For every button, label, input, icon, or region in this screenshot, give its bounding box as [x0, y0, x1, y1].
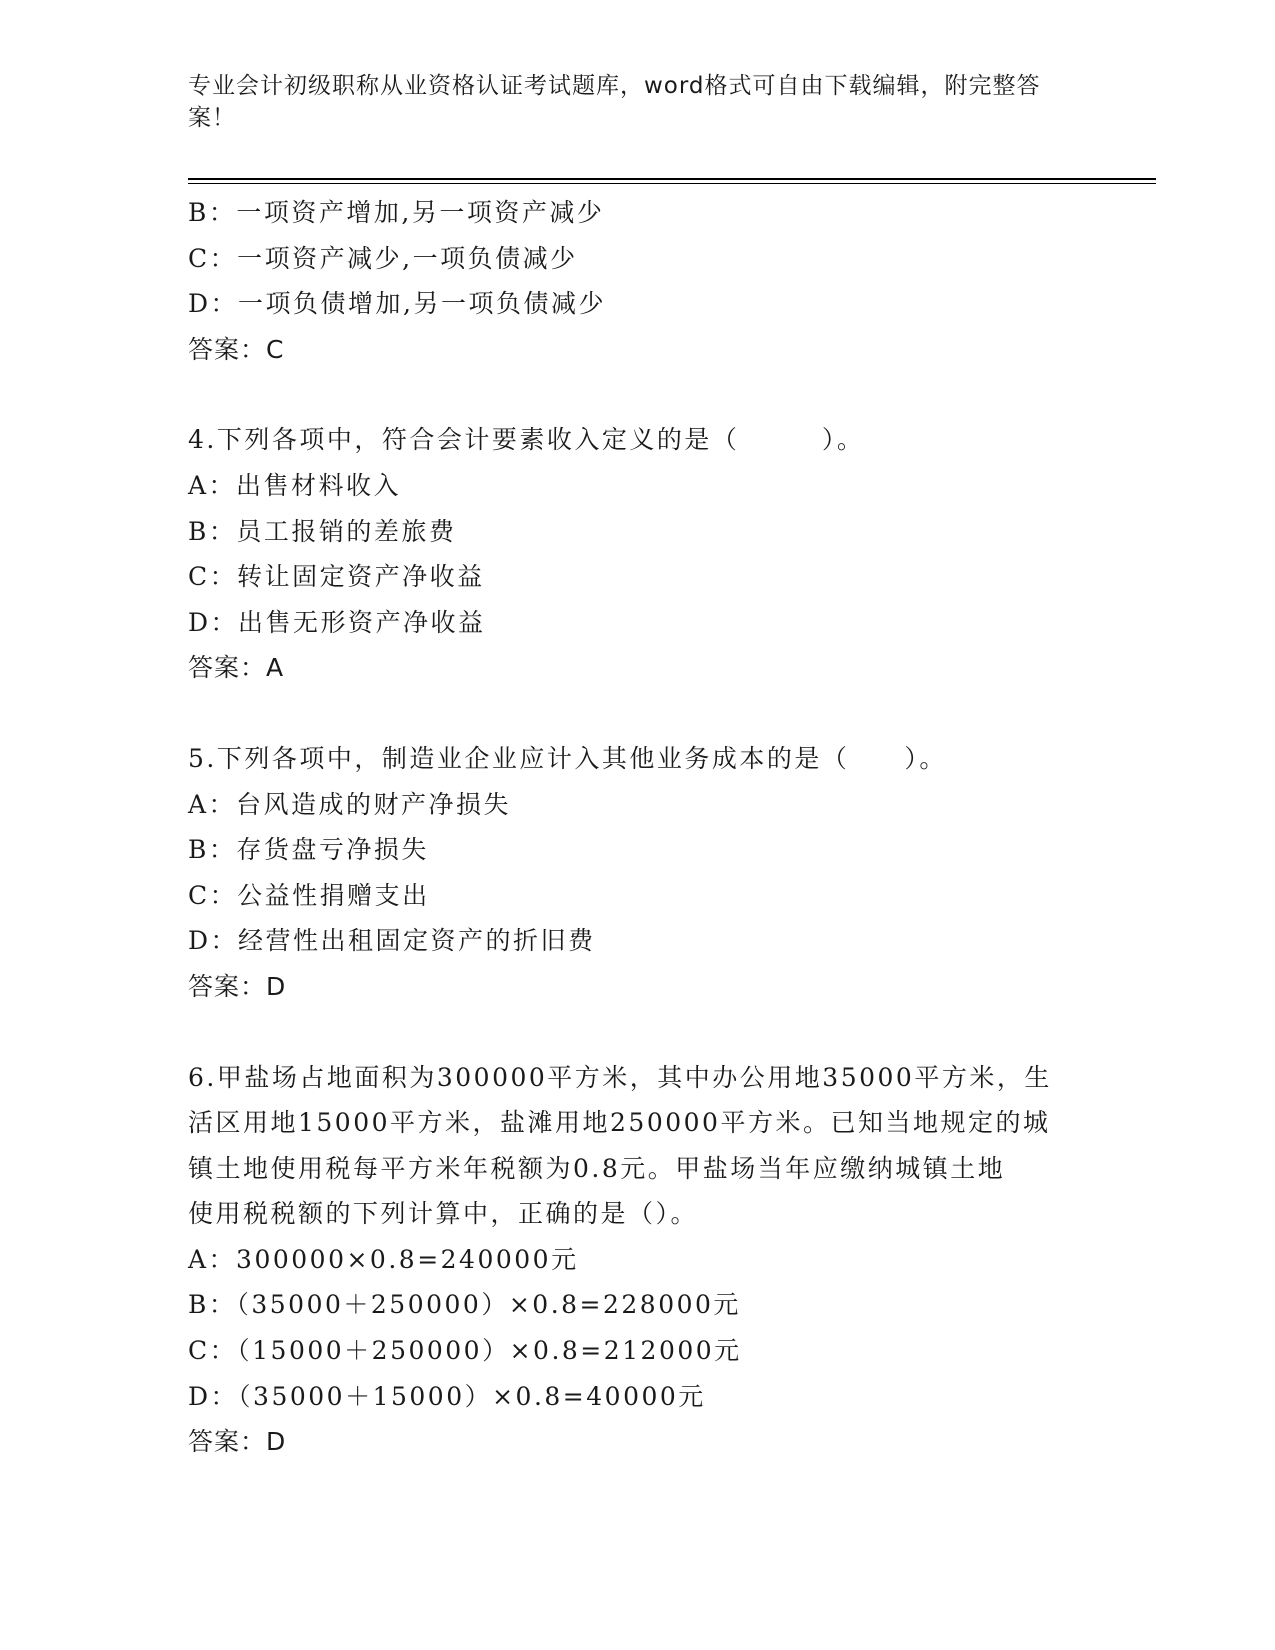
option-d: D：（35000＋15000）×0.8=40000元 [188, 1381, 706, 1411]
option-a: A：300000×0.8=240000元 [188, 1244, 579, 1274]
option-a: A：出售材料收入 [188, 470, 402, 500]
option-b: B：存货盘亏净损失 [188, 835, 429, 865]
question-text-line: 6.甲盐场占地面积为300000平方米，其中办公用地35000平方米，生 [188, 1062, 1052, 1092]
option-b: B：（35000＋250000）×0.8=228000元 [188, 1290, 741, 1320]
question-text: 5.下列各项中，制造业企业应计入其他业务成本的是（ ）。 [188, 743, 947, 773]
question-text-line: 活区用地15000平方米，盐滩用地250000平方米。已知当地规定的城 [188, 1108, 1051, 1138]
question-5 [188, 736, 1088, 1010]
page-header: 专业会计初级职称从业资格认证考试题库，word格式可自由下载编辑，附完整答案！ [188, 73, 1041, 131]
option-d: D：一项负债增加,另一项负债减少 [188, 289, 606, 319]
option-c: C：一项资产减少,一项负债减少 [188, 243, 578, 273]
question-3 [188, 190, 1088, 372]
option-c: C：公益性捐赠支出 [188, 880, 430, 910]
option-d: D：出售无形资产净收益 [188, 607, 486, 637]
answer: 答案：A [188, 653, 285, 683]
option-b: B：员工报销的差旅费 [188, 516, 457, 546]
option-d: D：经营性出租固定资产的折旧费 [188, 926, 596, 956]
question-4 [188, 417, 1088, 691]
question-text-line: 使用税税额的下列计算中，正确的是（）。 [188, 1199, 699, 1229]
answer: 答案：D [188, 1427, 287, 1457]
question-6 [188, 1055, 1088, 1465]
question-text: 4.下列各项中，符合会计要素收入定义的是（ ）。 [188, 425, 865, 455]
header-rule [188, 178, 1156, 184]
option-c: C：转让固定资产净收益 [188, 562, 485, 592]
option-c: C：（15000＋250000）×0.8=212000元 [188, 1336, 742, 1366]
question-list [188, 190, 1088, 1465]
option-b: B：一项资产增加,另一项资产减少 [188, 198, 605, 227]
answer: 答案：D [188, 971, 287, 1001]
option-a: A：台风造成的财产净损失 [188, 789, 512, 819]
answer: 答案：C [188, 334, 285, 364]
question-text-line: 镇土地使用税每平方米年税额为0.8元。甲盐场当年应缴纳城镇土地 [188, 1153, 1006, 1183]
